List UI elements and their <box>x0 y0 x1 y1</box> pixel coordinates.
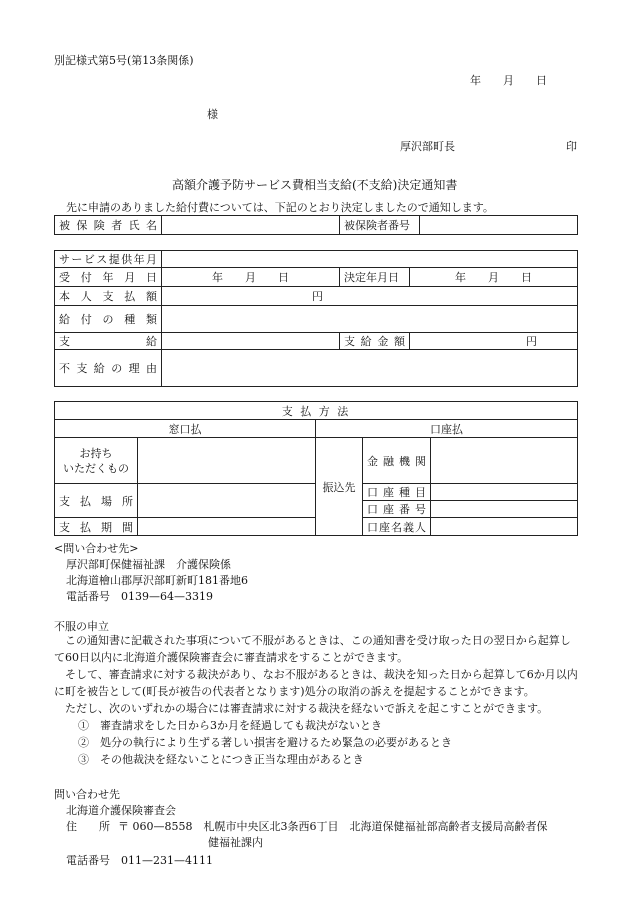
issue-date: 年 月 日 <box>470 74 547 87</box>
reason-label: 不支給の理由 <box>55 350 162 387</box>
contact2-org: 北海道介護保険審査会 <box>66 804 176 817</box>
account-number-label: 口座番号 <box>363 501 431 518</box>
appeal-item-3: ③ その他裁決を経ないことにつき正当な理由があるとき <box>78 753 364 766</box>
bank-label: 金融機関 <box>363 438 431 484</box>
contact2-address-line2: 健福祉課内 <box>208 836 263 849</box>
insured-number-field[interactable] <box>420 216 578 235</box>
contact2-phone: 電話番号 011—231—4111 <box>66 854 213 867</box>
payment-method-header: 支 払 方 法 <box>55 402 578 420</box>
contact-phone: 電話番号 0139—64—3319 <box>66 590 213 603</box>
payment-period-field[interactable] <box>138 518 316 536</box>
transfer-label: 振込先 <box>316 438 363 536</box>
payment-amount-unit[interactable]: 円 <box>410 333 578 350</box>
appeal-item-2: ② 処分の執行により生ずる著しい損害を避けるため緊急の必要があるとき <box>78 736 452 749</box>
items-to-bring-field[interactable] <box>138 438 316 484</box>
benefit-type-label: 給付の種類 <box>55 306 162 333</box>
payment-amount-label: 支給金額 <box>340 333 410 350</box>
bank-field[interactable] <box>431 438 578 484</box>
benefit-type-field[interactable] <box>162 306 578 333</box>
contact2-heading: 問い合わせ先 <box>54 788 120 801</box>
account-number-field[interactable] <box>431 501 578 518</box>
account-payment-header: 口座払 <box>316 420 578 438</box>
appeal-paragraph-1: この通知書に記載された事項について不服があるときは、この通知書を受け取った日の翌日から起算して60日以内に北海道介護保険審査会に審査請求をすることができます。 <box>54 634 571 664</box>
intro-text: 先に申請のありました給付費については、下記のとおり決定しましたので通知します。 <box>66 201 494 214</box>
appeal-paragraph-2: そして、審査請求に対する裁決があり、なお不服があるときは、裁決を知った日から起算して6か月以内に町を被告として(町長が被告の代表者となります)処分の取消の訴えを提起することができます。 <box>54 668 578 698</box>
counter-payment-header: 窓口払 <box>55 420 316 438</box>
appeal-item-1: ① 審査請求をした日から3か月を経過しても裁決がないとき <box>78 719 382 732</box>
service-month-label: サービス提供年月 <box>55 251 162 268</box>
payment-place-label: 支払場所 <box>55 484 138 518</box>
contact2-address-line1: 〒 060—8558 札幌市中央区北3条西6丁目 北海道保健福祉部高齢者支援局高齢者保 <box>118 820 548 833</box>
contact-dept: 厚沢部町保健福祉課 介護保険係 <box>66 558 231 571</box>
contact2-address-label: 住 所 <box>66 820 110 833</box>
appeal-body <box>54 632 579 768</box>
account-type-field[interactable] <box>431 484 578 501</box>
appeal-heading: 不服の申立 <box>54 620 109 633</box>
decision-date-label: 決定年月日 <box>340 268 410 287</box>
payment-field[interactable] <box>162 333 340 350</box>
contact-heading: <問い合わせ先> <box>54 542 139 555</box>
insured-number-label: 被保険者番号 <box>340 216 420 235</box>
form-number: 別記様式第5号(第13条関係) <box>54 54 194 67</box>
account-holder-label: 口座名義人 <box>363 518 431 536</box>
document-title: 高額介護予防サービス費相当支給(不支給)決定通知書 <box>172 178 458 192</box>
decision-date-value[interactable]: 年 月 日 <box>410 268 578 287</box>
payment-method-table <box>54 401 578 536</box>
payment-place-field[interactable] <box>138 484 316 518</box>
payment-period-label: 支払期間 <box>55 518 138 536</box>
insured-name-field[interactable] <box>162 216 340 235</box>
received-date-label: 受付年月日 <box>55 268 162 287</box>
account-type-label: 口座種目 <box>363 484 431 501</box>
service-month-field[interactable] <box>162 251 578 268</box>
reason-field[interactable] <box>162 350 578 387</box>
recipient-suffix: 様 <box>207 108 218 121</box>
items-to-bring-label: お持ち いただくもの <box>55 438 138 484</box>
benefit-table <box>54 250 578 387</box>
self-pay-unit[interactable]: 円 <box>162 287 578 306</box>
contact-address: 北海道檜山郡厚沢部町新町181番地6 <box>66 574 248 587</box>
received-date-value[interactable]: 年 月 日 <box>162 268 340 287</box>
account-holder-field[interactable] <box>431 518 578 536</box>
appeal-paragraph-3: ただし、次のいずれかの場合には審査請求に対する裁決を経ないで訴えを起こすことができます。 <box>65 702 549 715</box>
insured-table <box>54 215 578 235</box>
issuer-name: 厚沢部町長 <box>400 140 455 153</box>
seal-mark: 印 <box>566 140 577 153</box>
self-pay-label: 本人支払額 <box>55 287 162 306</box>
payment-label: 支給 <box>55 333 162 350</box>
insured-name-label: 被保険者氏名 <box>55 216 162 235</box>
